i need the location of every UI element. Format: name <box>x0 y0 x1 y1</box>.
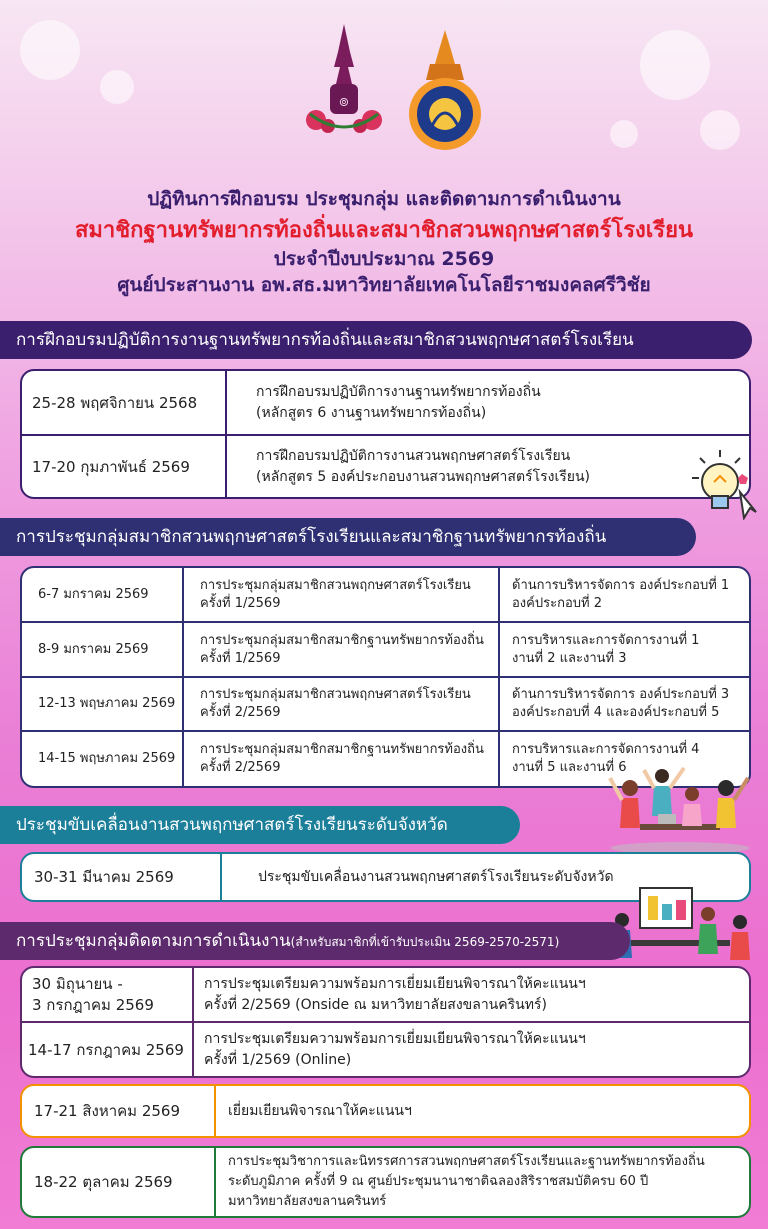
detail-line: ครั้งที่ 2/2569 (Onside ณ มหาวิทยาลัยสงขลานครินทร์) <box>204 996 547 1013</box>
section-2-title: การประชุมกลุ่มสมาชิกสวนพฤกษศาสตร์โรงเรียนและสมาชิกฐานทรัพยากรท้องถิ่น <box>0 518 696 556</box>
topic-line: องค์ประกอบที่ 2 <box>512 595 602 611</box>
meeting-cell <box>200 678 496 730</box>
topic-cell <box>512 568 743 621</box>
meeting-line: การประชุมกลุ่มสมาชิกสมาชิกฐานทรัพยากรท้องถิ่น <box>200 632 484 648</box>
detail-cell <box>256 436 739 497</box>
section-5-table <box>20 1084 751 1138</box>
light-bulb-icon <box>690 448 760 520</box>
detail-line: ครั้งที่ 1/2569 (Online) <box>204 1051 352 1068</box>
section-4-title-note: (สำหรับสมาชิกที่เข้ารับประเมิน 2569-2570-2571) <box>290 935 560 949</box>
date-line: 3 กรกฎาคม 2569 <box>32 995 154 1014</box>
date-cell: 30-31 มีนาคม 2569 <box>34 868 174 886</box>
meeting-cell <box>200 568 496 621</box>
date-line: 30 มิถุนายน - <box>32 974 123 993</box>
topic-cell <box>512 623 743 676</box>
date-cell: 14-17 กรกฎาคม 2569 <box>28 1040 184 1059</box>
section-4-table <box>20 966 751 1078</box>
table-row <box>22 968 749 1021</box>
header-line-3: ประจำปีงบประมาณ 2569 <box>273 248 495 270</box>
svg-text:๏: ๏ <box>339 91 349 110</box>
detail-cell <box>204 1023 741 1076</box>
topic-cell <box>512 678 743 730</box>
detail-cell: ประชุมขับเคลื่อนงานสวนพฤกษศาสตร์โรงเรียนระดับจังหวัด <box>258 869 614 885</box>
plant-genetic-conservation-logo <box>298 22 390 152</box>
table-row <box>22 568 749 621</box>
section-3-title: ประชุมขับเคลื่อนงานสวนพฤกษศาสตร์โรงเรียนระดับจังหวัด <box>0 806 520 844</box>
meeting-line: การประชุมกลุ่มสมาชิกสวนพฤกษศาสตร์โรงเรียน <box>200 577 471 593</box>
table-row <box>22 1148 749 1216</box>
section-2-table <box>20 566 751 788</box>
rmutsv-logo <box>402 30 488 152</box>
topic-line: ด้านการบริหารจัดการ องค์ประกอบที่ 1 <box>512 577 730 593</box>
detail-cell <box>256 371 739 434</box>
detail-cell <box>204 968 741 1021</box>
date-cell: 25-28 พฤศจิกายน 2568 <box>32 393 198 412</box>
topic-line: งานที่ 5 และงานที่ 6 <box>512 760 627 775</box>
table-row <box>22 1023 749 1076</box>
date-cell: 18-22 ตุลาคม 2569 <box>34 1173 173 1191</box>
table-row <box>22 436 749 497</box>
table-row <box>22 678 749 730</box>
date-cell: 12-13 พฤษภาคม 2569 <box>38 696 176 711</box>
topic-line: ด้านการบริหารจัดการ องค์ประกอบที่ 3 <box>512 687 730 702</box>
header-line-1: ปฏิทินการฝึกอบรม ประชุมกลุ่ม และติดตามการดำเนินงาน <box>147 188 621 210</box>
header-line-4: ศูนย์ประสานงาน อพ.สธ.มหาวิทยาลัยเทคโนโลยีราชมงคลศรีวิชัย <box>117 274 651 296</box>
topic-line: งานที่ 2 และงานที่ 3 <box>512 650 627 666</box>
table-row <box>22 371 749 434</box>
meeting-line: การประชุมกลุ่มสมาชิกสวนพฤกษศาสตร์โรงเรียน <box>200 687 471 702</box>
meeting-line: ครั้งที่ 1/2569 <box>200 650 281 666</box>
meeting-line: การประชุมกลุ่มสมาชิกสมาชิกฐานทรัพยากรท้องถิ่น <box>200 742 484 757</box>
table-row <box>22 1086 749 1136</box>
meeting-line: ครั้งที่ 2/2569 <box>200 760 281 775</box>
date-cell: 14-15 พฤษภาคม 2569 <box>38 751 176 766</box>
team-celebration-illustration <box>600 764 760 854</box>
date-cell: 8-9 มกราคม 2569 <box>38 641 149 657</box>
logo-area <box>0 22 768 162</box>
detail-line: (หลักสูตร 5 องค์ประกอบงานสวนพฤกษศาสตร์โรงเรียน) <box>256 468 590 485</box>
detail-line: ระดับภูมิภาค ครั้งที่ 9 ณ ศูนย์ประชุมนานาชาติฉลองสิริราชสมบัติครบ 60 ปี <box>228 1174 649 1189</box>
detail-line: การฝึกอบรมปฏิบัติการงานฐานทรัพยากรท้องถิ่น <box>256 383 541 400</box>
section-1-table <box>20 369 751 499</box>
section-4-title <box>0 922 630 960</box>
section-1-title: การฝึกอบรมปฏิบัติการงานฐานทรัพยากรท้องถิ่นและสมาชิกสวนพฤกษศาสตร์โรงเรียน <box>0 321 752 359</box>
detail-line: การฝึกอบรมปฏิบัติการงานสวนพฤกษศาสตร์โรงเรียน <box>256 447 571 464</box>
topic-line: การบริหารและการจัดการงานที่ 1 <box>512 632 700 648</box>
detail-cell <box>228 1148 741 1216</box>
date-cell: 17-20 กุมภาพันธ์ 2569 <box>32 457 190 476</box>
date-cell <box>32 968 190 1021</box>
detail-line: (หลักสูตร 6 งานฐานทรัพยากรท้องถิ่น) <box>256 404 487 421</box>
meeting-cell <box>200 732 496 786</box>
detail-line: การประชุมวิชาการและนิทรรศการสวนพฤกษศาสตร์โรงเรียนและฐานทรัพยากรท้องถิ่น <box>228 1154 705 1169</box>
table-row <box>22 623 749 676</box>
topic-line: การบริหารและการจัดการงานที่ 4 <box>512 742 700 757</box>
detail-line: การประชุมเตรียมความพร้อมการเยี่ยมเยียนพิจารณาให้คะแนนฯ <box>204 1030 586 1047</box>
date-cell: 17-21 สิงหาคม 2569 <box>34 1102 181 1120</box>
date-cell: 6-7 มกราคม 2569 <box>38 586 149 602</box>
meeting-cell <box>200 623 496 676</box>
detail-line: การประชุมเตรียมความพร้อมการเยี่ยมเยียนพิจารณาให้คะแนนฯ <box>204 975 586 992</box>
header-line-2: สมาชิกฐานทรัพยากรท้องถิ่นและสมาชิกสวนพฤกษศาสตร์โรงเรียน <box>74 218 694 243</box>
meeting-line: ครั้งที่ 1/2569 <box>200 595 281 611</box>
detail-line: มหาวิทยาลัยสงขลานครินทร์ <box>228 1194 387 1209</box>
meeting-line: ครั้งที่ 2/2569 <box>200 705 281 720</box>
section-6-table <box>20 1146 751 1218</box>
detail-cell: เยี่ยมเยียนพิจารณาให้คะแนนฯ <box>228 1103 412 1119</box>
section-4-title-text: การประชุมกลุ่มติดตามการดำเนินงาน <box>16 931 291 951</box>
topic-line: องค์ประกอบที่ 4 และองค์ประกอบที่ 5 <box>512 705 720 720</box>
